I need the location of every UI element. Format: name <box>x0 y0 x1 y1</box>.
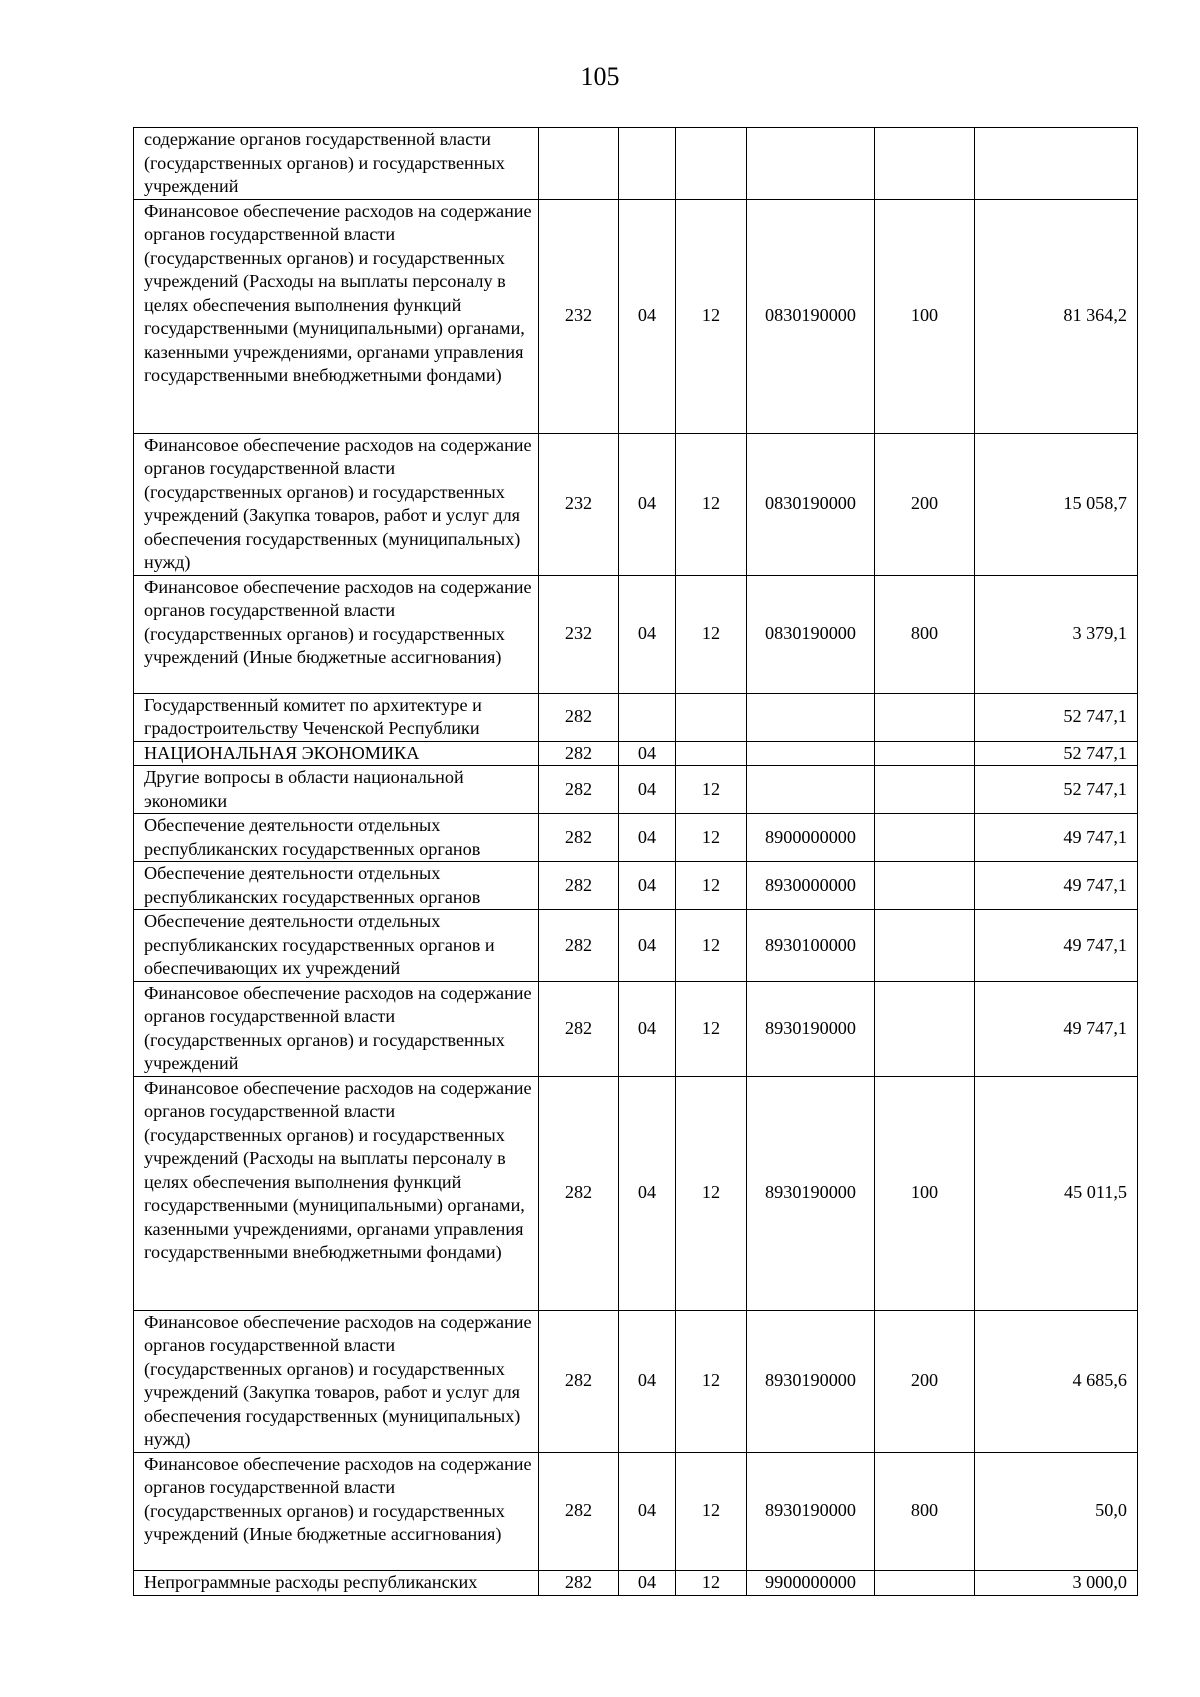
target-item-code-cell: 8930100000 <box>747 910 875 982</box>
expense-type-code-cell: 800 <box>875 1452 975 1570</box>
target-item-code-cell: 8900000000 <box>747 814 875 862</box>
ministry-code-cell: 282 <box>539 910 619 982</box>
section-code-cell: 04 <box>619 814 676 862</box>
section-code-cell: 04 <box>619 1452 676 1570</box>
target-item-code-cell: 8930190000 <box>747 981 875 1076</box>
expense-type-code-cell <box>875 981 975 1076</box>
subsection-code-cell: 12 <box>676 766 747 814</box>
amount-cell: 49 747,1 <box>975 981 1138 1076</box>
row-name-cell: Финансовое обеспечение расходов на содержание органов государственной власти (государственных органов) и государственных учреждений <box>134 981 539 1076</box>
expense-type-code-cell <box>875 1570 975 1595</box>
section-code-cell: 04 <box>619 741 676 766</box>
subsection-code-cell: 12 <box>676 862 747 910</box>
ministry-code-cell: 232 <box>539 575 619 693</box>
row-name-cell: Финансовое обеспечение расходов на содержание органов государственной власти (государственных органов) и государственных учреждений (Иные бюджетные ассигнования) <box>134 1452 539 1570</box>
subsection-code-cell <box>676 693 747 741</box>
table-row <box>134 575 1138 693</box>
amount-cell: 3 000,0 <box>975 1570 1138 1595</box>
table-row <box>134 1310 1138 1452</box>
table-row <box>134 981 1138 1076</box>
row-name-cell: Финансовое обеспечение расходов на содержание органов государственной власти (государственных органов) и государственных учреждений (Расходы на выплаты персоналу в целях обеспечения выполнения функций государственными (муниципальными) органами, казенными учреждениями, органами управления государственными внебюджетными фондами) <box>134 1076 539 1310</box>
budget-table <box>133 127 1138 1596</box>
expense-type-code-cell: 200 <box>875 1310 975 1452</box>
expense-type-code-cell: 100 <box>875 199 975 433</box>
table-row <box>134 741 1138 766</box>
ministry-code-cell: 232 <box>539 199 619 433</box>
subsection-code-cell: 12 <box>676 981 747 1076</box>
table-row <box>134 1452 1138 1570</box>
row-name-cell: Финансовое обеспечение расходов на содержание органов государственной власти (государственных органов) и государственных учреждений (Иные бюджетные ассигнования) <box>134 575 539 693</box>
amount-cell: 52 747,1 <box>975 693 1138 741</box>
target-item-code-cell <box>747 766 875 814</box>
target-item-code-cell <box>747 693 875 741</box>
row-name-cell: НАЦИОНАЛЬНАЯ ЭКОНОМИКА <box>134 741 539 766</box>
expense-type-code-cell: 100 <box>875 1076 975 1310</box>
amount-cell: 81 364,2 <box>975 199 1138 433</box>
ministry-code-cell: 282 <box>539 693 619 741</box>
subsection-code-cell: 12 <box>676 814 747 862</box>
target-item-code-cell: 8930190000 <box>747 1452 875 1570</box>
row-name-cell: Обеспечение деятельности отдельных республиканских государственных органов и обеспечивающих их учреждений <box>134 910 539 982</box>
subsection-code-cell: 12 <box>676 1310 747 1452</box>
amount-cell: 52 747,1 <box>975 766 1138 814</box>
table-row <box>134 1076 1138 1310</box>
section-code-cell <box>619 128 676 200</box>
section-code-cell: 04 <box>619 910 676 982</box>
amount-cell: 49 747,1 <box>975 862 1138 910</box>
subsection-code-cell <box>676 128 747 200</box>
target-item-code-cell: 0830190000 <box>747 575 875 693</box>
table-row <box>134 693 1138 741</box>
row-name-cell: Финансовое обеспечение расходов на содержание органов государственной власти (государственных органов) и государственных учреждений (Закупка товаров, работ и услуг для обеспечения государственных (муниципальных) нужд) <box>134 1310 539 1452</box>
ministry-code-cell: 282 <box>539 1452 619 1570</box>
table-row <box>134 199 1138 433</box>
table-row <box>134 433 1138 575</box>
section-code-cell: 04 <box>619 1310 676 1452</box>
expense-type-code-cell: 800 <box>875 575 975 693</box>
row-name-cell: Финансовое обеспечение расходов на содержание органов государственной власти (государственных органов) и государственных учреждений (Расходы на выплаты персоналу в целях обеспечения выполнения функций государственными (муниципальными) органами, казенными учреждениями, органами управления государственными внебюджетными фондами) <box>134 199 539 433</box>
target-item-code-cell: 8930190000 <box>747 1310 875 1452</box>
section-code-cell: 04 <box>619 1076 676 1310</box>
expense-type-code-cell <box>875 128 975 200</box>
ministry-code-cell: 282 <box>539 981 619 1076</box>
expense-type-code-cell <box>875 814 975 862</box>
ministry-code-cell <box>539 128 619 200</box>
expense-type-code-cell: 200 <box>875 433 975 575</box>
table-row <box>134 814 1138 862</box>
row-name-cell: Другие вопросы в области национальной экономики <box>134 766 539 814</box>
section-code-cell: 04 <box>619 199 676 433</box>
section-code-cell <box>619 693 676 741</box>
target-item-code-cell: 8930190000 <box>747 1076 875 1310</box>
ministry-code-cell: 282 <box>539 1570 619 1595</box>
amount-cell: 4 685,6 <box>975 1310 1138 1452</box>
table-row <box>134 1570 1138 1595</box>
subsection-code-cell: 12 <box>676 433 747 575</box>
row-name-cell: Финансовое обеспечение расходов на содержание органов государственной власти (государственных органов) и государственных учреждений (Закупка товаров, работ и услуг для обеспечения государственных (муниципальных) нужд) <box>134 433 539 575</box>
amount-cell: 3 379,1 <box>975 575 1138 693</box>
ministry-code-cell: 282 <box>539 814 619 862</box>
subsection-code-cell: 12 <box>676 1570 747 1595</box>
target-item-code-cell: 8930000000 <box>747 862 875 910</box>
target-item-code-cell: 0830190000 <box>747 199 875 433</box>
ministry-code-cell: 282 <box>539 862 619 910</box>
subsection-code-cell: 12 <box>676 199 747 433</box>
table-row <box>134 910 1138 982</box>
expense-type-code-cell <box>875 693 975 741</box>
ministry-code-cell: 232 <box>539 433 619 575</box>
amount-cell: 45 011,5 <box>975 1076 1138 1310</box>
page-number: 105 <box>580 62 620 91</box>
subsection-code-cell: 12 <box>676 575 747 693</box>
row-name-cell: Непрограммные расходы республиканских <box>134 1570 539 1595</box>
target-item-code-cell: 9900000000 <box>747 1570 875 1595</box>
target-item-code-cell <box>747 128 875 200</box>
section-code-cell: 04 <box>619 433 676 575</box>
row-name-cell: Обеспечение деятельности отдельных республиканских государственных органов <box>134 814 539 862</box>
subsection-code-cell <box>676 741 747 766</box>
amount-cell: 15 058,7 <box>975 433 1138 575</box>
amount-cell: 49 747,1 <box>975 814 1138 862</box>
row-name-cell: содержание органов государственной власти (государственных органов) и государственных учреждений <box>134 128 539 200</box>
section-code-cell: 04 <box>619 862 676 910</box>
ministry-code-cell: 282 <box>539 1310 619 1452</box>
section-code-cell: 04 <box>619 575 676 693</box>
target-item-code-cell: 0830190000 <box>747 433 875 575</box>
table-row <box>134 766 1138 814</box>
expense-type-code-cell <box>875 862 975 910</box>
section-code-cell: 04 <box>619 766 676 814</box>
row-name-cell: Обеспечение деятельности отдельных республиканских государственных органов <box>134 862 539 910</box>
target-item-code-cell <box>747 741 875 766</box>
subsection-code-cell: 12 <box>676 1452 747 1570</box>
section-code-cell: 04 <box>619 981 676 1076</box>
row-name-cell: Государственный комитет по архитектуре и градостроительству Чеченской Республики <box>134 693 539 741</box>
expense-type-code-cell <box>875 741 975 766</box>
amount-cell: 52 747,1 <box>975 741 1138 766</box>
ministry-code-cell: 282 <box>539 1076 619 1310</box>
ministry-code-cell: 282 <box>539 766 619 814</box>
expense-type-code-cell <box>875 910 975 982</box>
subsection-code-cell: 12 <box>676 910 747 982</box>
section-code-cell: 04 <box>619 1570 676 1595</box>
table-row <box>134 128 1138 200</box>
subsection-code-cell: 12 <box>676 1076 747 1310</box>
amount-cell: 49 747,1 <box>975 910 1138 982</box>
table-row <box>134 862 1138 910</box>
ministry-code-cell: 282 <box>539 741 619 766</box>
amount-cell <box>975 128 1138 200</box>
amount-cell: 50,0 <box>975 1452 1138 1570</box>
expense-type-code-cell <box>875 766 975 814</box>
